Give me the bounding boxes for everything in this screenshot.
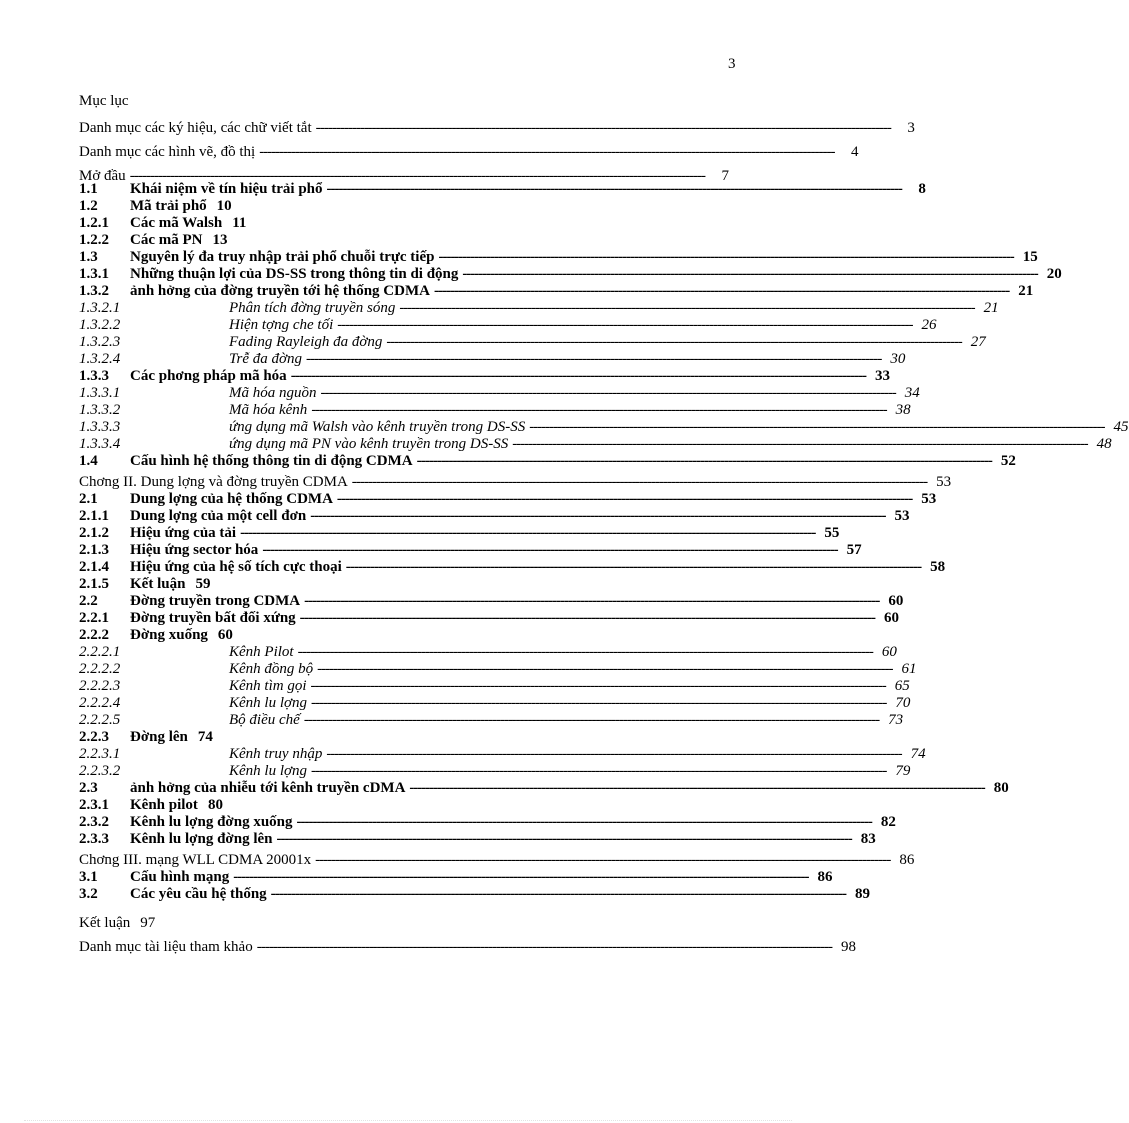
toc-entry-title: Hiệu ứng sector hóa [130,542,259,558]
toc-entry-page: 89 [854,886,870,902]
toc-entry-title: Đờng truyền trong CDMA [130,593,301,609]
toc-entry-page: 53 [936,474,952,490]
toc-entry-number: 2.1.2 [79,525,109,541]
toc-entry-title: Các yêu cầu hệ thống [130,886,267,902]
toc-entry-page: 70 [895,695,911,711]
toc-entry-number: 1.3.2.2 [79,317,121,333]
toc-entry-title: Nguyên lý đa truy nhập trải phổ chuỗi trực tiếp [130,249,435,265]
toc-entry-title: Các mã Walsh [130,215,223,231]
toc-entry-number: 2.3.1 [79,797,109,813]
toc-entry-title: ứng dụng mã PN vào kênh truyền trong DS-SS [229,436,509,452]
toc-entry [79,368,890,385]
toc-entry-title: Kênh lu lợng đờng lên [130,831,273,847]
toc-entry-number: 2.3.3 [79,831,109,847]
toc-entry [79,334,986,351]
toc-entry [79,116,915,140]
toc-dot-leader [240,525,815,542]
toc-entry-page: 26 [921,317,937,333]
toc-entry-number: 1.3 [79,249,98,265]
toc-entry-page: 48 [1096,436,1112,452]
toc-dot-leader [259,140,834,164]
toc-entry-page: 13 [212,232,228,248]
toc-dot-leader [346,559,921,576]
toc-entry-number: 1.3.3.2 [79,402,121,418]
toc-entry-number: 2.2.2.4 [79,695,121,711]
toc-entry [79,453,1016,470]
toc-entry-page: 60 [888,593,904,609]
toc-entry-number: 1.3.3.4 [79,436,121,452]
toc-entry-number: 1.3.3.3 [79,419,121,435]
toc-entry-page: 45 [1113,419,1129,435]
toc-entry-page: 4 [851,144,859,160]
toc-entry-page: 86 [899,852,915,868]
toc-entry-number: 2.2.1 [79,610,109,626]
toc-entry [79,869,833,886]
toc-entry-title: Hiệu ứng của tải [130,525,237,541]
toc-dot-leader [462,266,1037,283]
toc-entry [79,593,904,610]
toc-entry-title: Mở đầu [79,168,126,184]
toc-entry-page: 53 [894,508,910,524]
toc-entry-title: Các phơng pháp mã hóa [130,368,287,384]
toc-entry [79,814,896,831]
toc-entry [79,385,920,402]
toc-dot-leader [311,402,886,419]
toc-entry-page: 65 [894,678,910,694]
toc-entry-page: 60 [217,627,233,643]
toc-entry-number: 2.2.2.3 [79,678,121,694]
toc-entry-title: Hiệu ứng của hệ số tích cực thoại [130,559,342,575]
toc-entry-number: 1.3.2.4 [79,351,121,367]
toc-dot-leader [277,831,852,848]
toc-entry [79,644,897,661]
toc-entry-page: 74 [910,746,926,762]
toc-entry-title: Những thuận lợi của DS-SS trong thông tin di động [130,266,459,282]
toc-entry [79,627,674,644]
toc-dot-leader [304,593,879,610]
toc-entry-title: Đờng xuống [130,627,208,643]
toc-entry-title: Bộ điều chế [229,712,300,728]
toc-dot-leader [257,935,832,959]
toc-entry-page: 21 [1018,283,1034,299]
toc-entry-page: 97 [140,915,156,931]
toc-entry-number: 2.1.5 [79,576,109,592]
toc-dot-leader [337,491,912,508]
toc-dot-leader [233,869,808,886]
toc-entry-title: Kênh đồng bộ [229,661,314,677]
toc-entry-number: 2.2.3.1 [79,746,121,762]
table-of-contents [79,90,1129,959]
toc-entry-number: 2.1.4 [79,559,109,575]
toc-dot-leader [298,644,873,661]
toc-dot-leader [311,678,886,695]
toc-entry-page: 55 [824,525,840,541]
toc-entry-page: 33 [874,368,890,384]
toc-entry-title: Kênh lu lợng [229,695,308,711]
toc-entry [79,351,906,368]
toc-entry-title: Danh mục tài liệu tham khảo [79,939,253,955]
toc-entry-title: Fading Rayleigh đa đờng [229,334,383,350]
toc-entry [79,610,899,627]
toc-entry [79,797,674,814]
toc-entry [79,831,876,848]
toc-entry-title: Chơng III. mạng WLL CDMA 20001x [79,852,312,868]
toc-entry-title: Kênh lu lợng đờng xuống [130,814,293,830]
toc-dot-leader [315,852,890,869]
toc-dot-leader [310,508,885,525]
toc-title: Mục lục [79,93,129,109]
toc-dot-leader [291,368,866,385]
toc-entry-title: Dung lợng của một cell đơn [130,508,307,524]
toc-entry [79,525,840,542]
toc-entry-title: ảnh hởng của đờng truyền tới hệ thống CDMA [130,283,430,299]
toc-entry-page: 80 [207,797,223,813]
toc-entry-number: 1.4 [79,453,98,469]
toc-entry-title: Đờng truyền bất đối xứng [130,610,296,626]
toc-entry [79,763,911,780]
toc-entry-number: 3.1 [79,869,98,885]
toc-entry [79,436,1112,453]
toc-entry-title: Mã trải phổ [130,198,207,214]
toc-entry-number: 1.2.2 [79,232,109,248]
toc-dot-leader [434,283,1009,300]
toc-entry-page: 3 [907,120,915,136]
toc-entry-number: 1.2 [79,198,98,214]
toc-dot-leader [409,780,984,797]
toc-entry-page: 59 [195,576,211,592]
toc-list [79,116,1129,959]
toc-dot-leader [438,249,1013,266]
toc-entry-title: Mã hóa kênh [229,402,308,418]
page-number: 3 [728,56,736,72]
toc-entry-page: 60 [883,610,899,626]
toc-dot-leader [417,453,992,470]
toc-entry-page: 58 [930,559,946,575]
toc-entry-number: 2.2.2.1 [79,644,121,660]
toc-entry-number: 1.1 [79,181,98,197]
toc-entry [79,576,674,593]
toc-dot-leader [271,886,846,903]
toc-dot-leader [512,436,1087,453]
toc-entry [79,542,862,559]
toc-dot-leader [311,695,886,712]
toc-entry-number: 2.2.3 [79,729,109,745]
toc-entry-page: 15 [1022,249,1038,265]
toc-entry-number: 2.2.3.2 [79,763,121,779]
toc-entry-title: Mã hóa nguồn [229,385,317,401]
toc-entry [79,215,674,232]
toc-entry-page: 82 [880,814,896,830]
toc-entry-number: 1.3.1 [79,266,109,282]
toc-entry-page: 38 [895,402,911,418]
toc-entry [79,232,674,249]
toc-entry [79,198,674,215]
toc-entry [79,419,1129,436]
toc-entry-number: 1.2.1 [79,215,109,231]
toc-entry-page: 74 [197,729,213,745]
toc-entry [79,317,937,334]
toc-entry [79,678,910,695]
toc-dot-leader [327,181,902,198]
toc-entry-title: Dung lợng của hệ thống CDMA [130,491,333,507]
toc-dot-leader [304,712,879,729]
toc-dot-leader [311,763,886,780]
toc-entry-page: 61 [901,661,917,677]
toc-entry-title: Đờng lên [130,729,188,745]
toc-entry-number: 1.3.2.1 [79,300,121,316]
toc-dot-leader [321,385,896,402]
page-bottom-border [24,1120,792,1121]
toc-entry [79,911,674,935]
toc-dot-leader [529,419,1104,436]
toc-entry [79,935,856,959]
toc-entry-page: 7 [721,168,729,184]
toc-dot-leader [399,300,974,317]
toc-entry-title: Kênh Pilot [229,644,294,660]
toc-entry-title: Chơng II. Dung lợng và đờng truyền CDMA [79,474,348,490]
toc-entry-number: 2.1.1 [79,508,109,524]
toc-entry-title: ảnh hởng của nhiễu tới kênh truyền cDMA [130,780,406,796]
toc-entry-title: Danh mục các ký hiệu, các chữ viết tắt [79,120,312,136]
toc-entry-title: Các mã PN [130,232,203,248]
toc-entry-page: 52 [1000,453,1016,469]
toc-entry-page: 34 [904,385,920,401]
toc-entry-page: 86 [817,869,833,885]
toc-entry-number: 1.3.2.3 [79,334,121,350]
toc-entry-number: 2.1 [79,491,98,507]
toc-entry-page: 8 [918,181,926,197]
toc-entry-page: 27 [970,334,986,350]
toc-entry-page: 60 [881,644,897,660]
toc-entry-page: 11 [232,215,247,231]
toc-entry [79,249,1038,266]
toc-entry [79,283,1034,300]
toc-dot-leader [317,661,892,678]
toc-entry [79,695,911,712]
toc-entry [79,746,926,763]
toc-dot-leader [386,334,961,351]
toc-dot-leader [306,351,881,368]
toc-entry-number: 1.3.3.1 [79,385,121,401]
toc-entry-title: Cấu hình mạng [130,869,230,885]
toc-entry [79,661,917,678]
toc-entry-number: 2.1.3 [79,542,109,558]
toc-entry-title: Kênh truy nhập [229,746,323,762]
toc-entry-number: 2.3 [79,780,98,796]
toc-entry-number: 2.2 [79,593,98,609]
toc-entry-number: 2.2.2.2 [79,661,121,677]
toc-entry [79,300,999,317]
toc-entry-page: 10 [216,198,232,214]
toc-dot-leader [326,746,901,763]
toc-entry [79,508,910,525]
toc-entry-page: 30 [890,351,906,367]
toc-entry [79,164,729,184]
toc-dot-leader [300,610,875,627]
toc-entry [79,729,674,746]
toc-entry-title: Kênh tìm gọi [229,678,307,694]
toc-entry-number: 1.3.3 [79,368,109,384]
toc-entry-page: 57 [846,542,862,558]
toc-entry-title: Hiện tợng che tối [229,317,334,333]
toc-dot-leader [316,116,891,140]
toc-entry-title: Kết luận [130,576,186,592]
toc-entry-number: 2.3.2 [79,814,109,830]
toc-entry-title: ứng dụng mã Walsh vào kênh truyền trong DS-SS [229,419,526,435]
toc-entry [79,780,1009,797]
toc-entry [79,712,904,729]
toc-entry-page: 20 [1046,266,1062,282]
toc-entry-title: Khái niệm về tín hiệu trải phổ [130,181,323,197]
toc-entry-title: Cấu hình hệ thống thông tin di động CDMA [130,453,413,469]
toc-entry-page: 83 [860,831,876,847]
toc-entry-page: 73 [888,712,904,728]
toc-entry [79,402,911,419]
toc-dot-leader [352,474,927,491]
toc-entry-page: 21 [983,300,999,316]
toc-entry-number: 3.2 [79,886,98,902]
toc-entry-title: Kênh pilot [130,797,198,813]
toc-entry-title: Trễ đa đờng [229,351,303,367]
toc-entry [79,886,870,903]
toc-dot-leader [297,814,872,831]
toc-entry [79,559,946,576]
toc-entry-number: 2.2.2 [79,627,109,643]
toc-entry [79,852,915,869]
toc-entry-page: 98 [841,939,856,955]
toc-dot-leader [337,317,912,334]
toc-entry [79,266,1062,283]
toc-entry-title: Danh mục các hình vẽ, đồ thị [79,144,256,160]
toc-entry [79,181,926,198]
toc-entry-title: Kết luận [79,915,131,931]
toc-entry-title: Kênh lu lợng [229,763,308,779]
toc-dot-leader [262,542,837,559]
toc-entry [79,474,952,491]
toc-entry-page: 79 [895,763,911,779]
toc-entry-page: 80 [993,780,1009,796]
toc-entry [79,140,859,164]
toc-entry-title: Phân tích đờng truyền sóng [229,300,396,316]
toc-entry-page: 53 [921,491,937,507]
toc-entry-number: 2.2.2.5 [79,712,121,728]
toc-entry-number: 1.3.2 [79,283,109,299]
toc-entry [79,491,937,508]
